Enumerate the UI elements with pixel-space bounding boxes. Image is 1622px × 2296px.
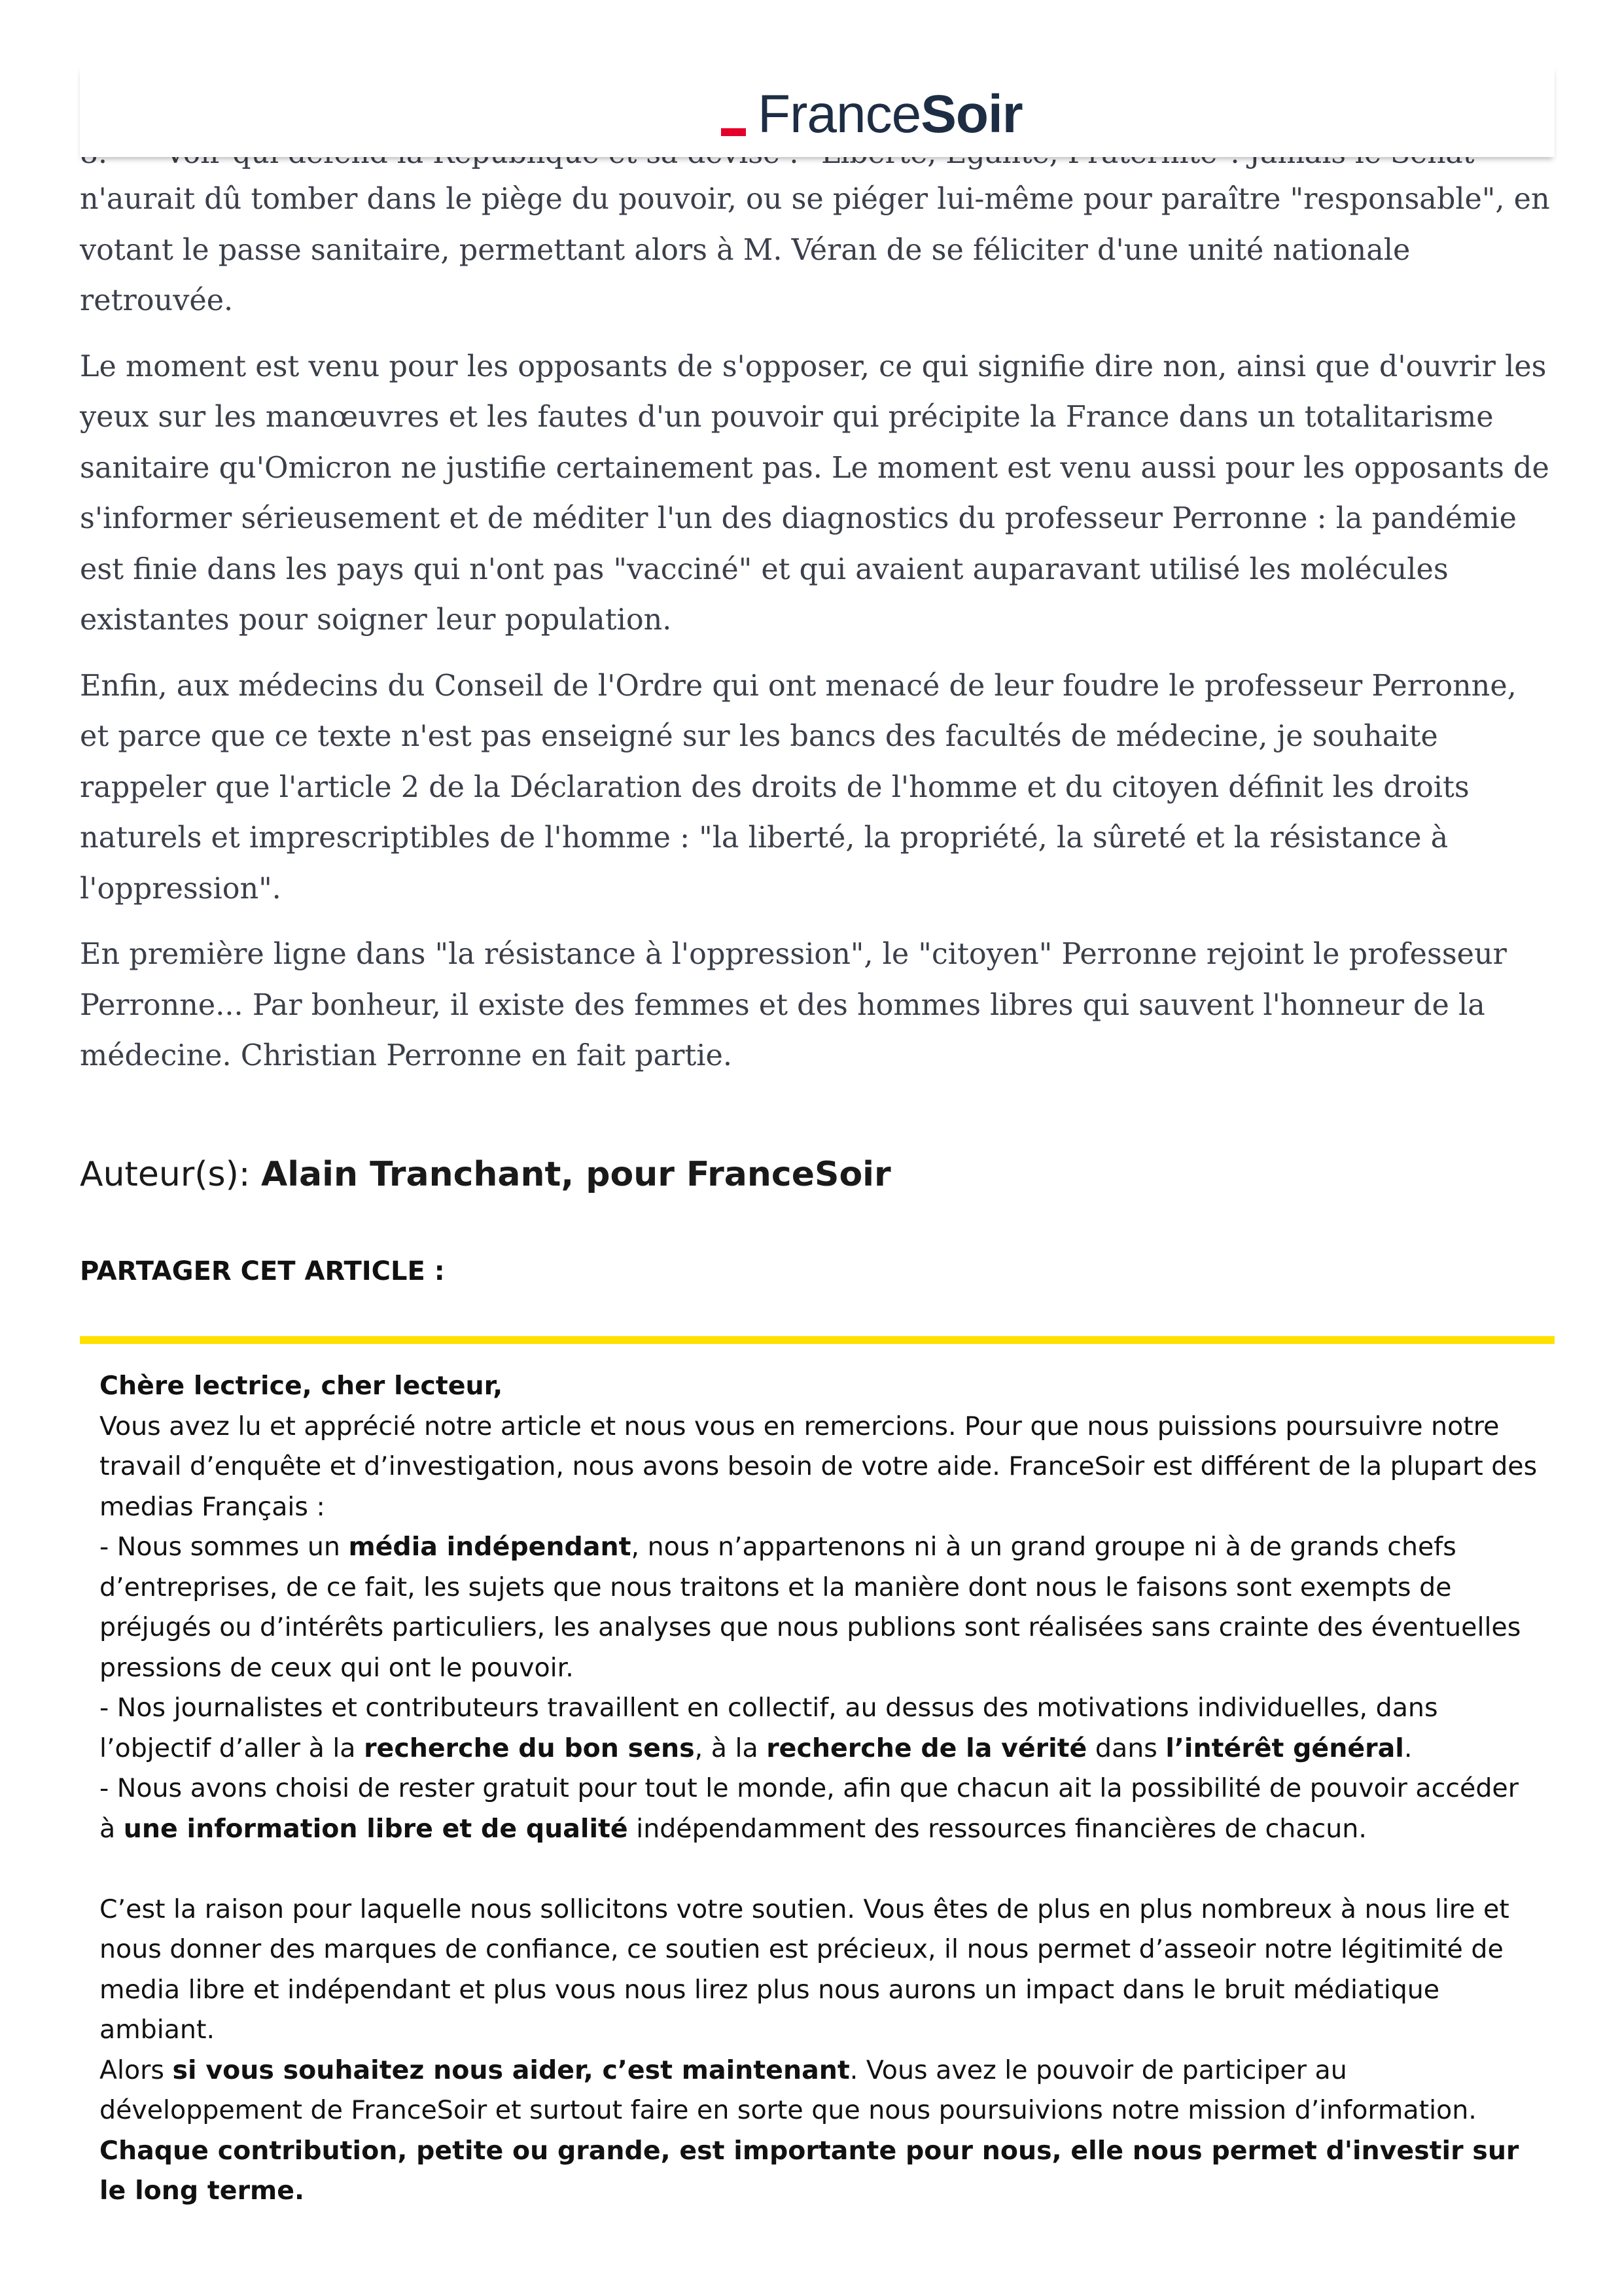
author-label: Auteur(s): xyxy=(80,1155,261,1194)
appeal-point-independent: - Nous sommes un média indépendant, nous n’appartenons ni à un grand groupe ni à de grands chefs d’entreprises, de ce fait, les sujets que nous traitons et la manière dont nous le faisons sont exempts de préjugés ou d’intérêts particuliers, les analyses que nous publions sont réalisées sans crainte des éventuelles pressions de ceux qui ont le pouvoir. xyxy=(99,1532,1521,1683)
francesoir-logo[interactable] xyxy=(721,85,1023,144)
logo-dash-icon xyxy=(721,128,746,136)
appeal-point-collective: - Nos journalistes et contributeurs travaillent en collectif, au dessus des motivations individuelles, dans l’objectif d’aller à la recherche du bon sens, à la recherche de la vérité dans l’intérêt général. xyxy=(99,1693,1438,1763)
appeal-reason: C’est la raison pour laquelle nous sollicitons votre soutien. Vous êtes de plus en plus nombreux à nous lire et nous donner des marques de confiance, ce soutien est précieux, il nous permet d’asseoir notre légitimité de media libre et indépendant et plus vous nous lirez plus nous aurons un impact dans le bruit médiatique ambiant. xyxy=(99,1894,1509,2045)
author-name[interactable]: Alain Tranchant, pour FranceSoir xyxy=(260,1155,891,1194)
article-paragraph: n'aurait dû tomber dans le piège du pouvoir, ou se piéger lui-même pour paraître "responsable", en votant le passe sanitaire, permettant alors à M. Véran de se féliciter d'une unité nationale retrouvée. xyxy=(80,183,1550,317)
donation-appeal xyxy=(99,1366,1539,2212)
article-body xyxy=(80,174,1555,1097)
appeal-point-free: - Nous avons choisi de rester gratuit pour tout le monde, afin que chacun ait la possibilité de pouvoir accéder à une information libre et de qualité indépendamment des ressources financières de chacun. xyxy=(99,1773,1519,1844)
share-label: PARTAGER CET ARTICLE : xyxy=(80,1256,445,1286)
appeal-salutation: Chère lectrice, cher lecteur, xyxy=(99,1371,503,1401)
site-header xyxy=(80,65,1555,157)
article-paragraph: En première ligne dans "la résistance à l'oppression", le "citoyen" Perronne rejoint le professeur Perronne... Par bonheur, il existe des femmes et des hommes libres qui sauvent l'honneur de la médecine. Christian Perronne en fait partie. xyxy=(80,938,1507,1072)
appeal-call-to-action: Alors si vous souhaitez nous aider, c’est maintenant. Vous avez le pouvoir de participer au développement de FranceSoir et surtout faire en sorte que nous poursuivions notre mission d’information. Chaque contribution, petite ou grande, est importante pour nous, elle nous permet d'investir sur le long terme. xyxy=(99,2055,1519,2206)
article-paragraph: Le moment est venu pour les opposants de s'opposer, ce qui signifie dire non, ainsi que d'ouvrir les yeux sur les manœuvres et les fautes d'un pouvoir qui précipite la France dans un totalitarisme sanitaire qu'Omicron ne justifie certainement pas. Le moment est venu aussi pour les opposants de s'informer sérieusement et de méditer l'un des diagnostics du professeur Perronne : la pandémie est finie dans les pays qui n'ont pas "vacciné" et qui avaient auparavant utilisé les molécules existantes pour soigner leur population. xyxy=(80,349,1549,637)
appeal-intro: Vous avez lu et apprécié notre article et nous vous en remercions. Pour que nous puissions poursuivre notre travail d’enquête et d’investigation, nous avons besoin de votre aide. FranceSoir est différent de la plupart des medias Français : xyxy=(99,1411,1538,1522)
appeal-spacer xyxy=(99,1849,1539,1890)
logo-text-soir: Soir xyxy=(921,84,1023,144)
article-paragraph: Enfin, aux médecins du Conseil de l'Ordre qui ont menacé de leur foudre le professeur Perronne, et parce que ce texte n'est pas enseigné sur les bancs des facultés de médecine, je souhaite rappeler que l'article 2 de la Déclaration des droits de l'homme et du citoyen définit les droits naturels et imprescriptibles de l'homme : "la liberté, la propriété, la sûreté et la résistance à l'oppression". xyxy=(80,669,1517,906)
author-line xyxy=(80,1152,891,1197)
logo-text-france: France xyxy=(758,84,921,144)
divider xyxy=(80,1336,1555,1344)
